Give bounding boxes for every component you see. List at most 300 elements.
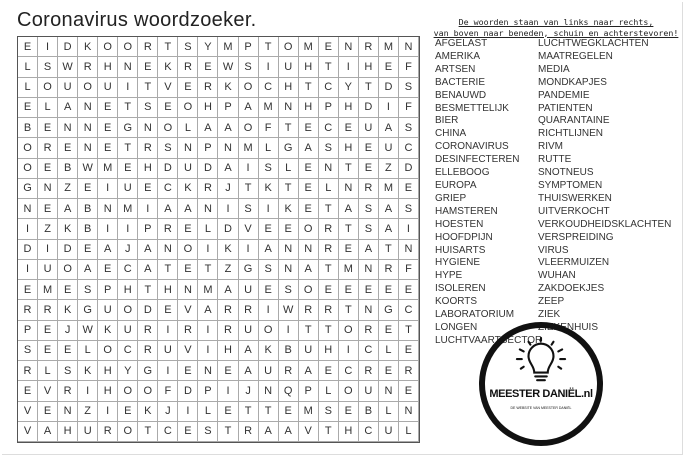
grid-cell[interactable]: A [138, 260, 158, 280]
grid-cell[interactable]: S [359, 219, 379, 239]
grid-cell[interactable]: L [178, 118, 198, 138]
grid-cell[interactable]: D [58, 240, 78, 260]
grid-cell[interactable]: A [299, 361, 319, 381]
grid-cell[interactable]: E [339, 240, 359, 260]
grid-cell[interactable]: T [138, 422, 158, 442]
grid-cell[interactable]: U [359, 118, 379, 138]
grid-cell[interactable]: I [259, 300, 279, 320]
grid-cell[interactable]: V [18, 402, 38, 422]
grid-cell[interactable]: Z [379, 159, 399, 179]
grid-cell[interactable]: R [319, 300, 339, 320]
grid-cell[interactable]: W [58, 57, 78, 77]
grid-cell[interactable]: R [138, 138, 158, 158]
grid-cell[interactable]: G [18, 179, 38, 199]
grid-cell[interactable]: E [359, 159, 379, 179]
grid-cell[interactable]: A [299, 138, 319, 158]
grid-cell[interactable]: E [18, 381, 38, 401]
grid-cell[interactable]: W [78, 159, 98, 179]
grid-cell[interactable]: R [359, 321, 379, 341]
grid-cell[interactable]: E [218, 402, 238, 422]
grid-cell[interactable]: N [399, 240, 419, 260]
grid-cell[interactable]: I [198, 341, 218, 361]
grid-cell[interactable]: O [138, 381, 158, 401]
grid-cell[interactable]: U [379, 138, 399, 158]
grid-cell[interactable]: N [379, 381, 399, 401]
grid-cell[interactable]: D [359, 98, 379, 118]
grid-cell[interactable]: S [239, 57, 259, 77]
grid-cell[interactable]: N [299, 240, 319, 260]
grid-cell[interactable]: R [319, 240, 339, 260]
grid-cell[interactable]: I [118, 219, 138, 239]
grid-cell[interactable]: E [359, 280, 379, 300]
grid-cell[interactable]: D [198, 159, 218, 179]
grid-cell[interactable]: E [78, 179, 98, 199]
grid-cell[interactable]: V [18, 422, 38, 442]
grid-cell[interactable]: P [319, 98, 339, 118]
grid-cell[interactable]: N [98, 199, 118, 219]
grid-cell[interactable]: C [319, 118, 339, 138]
grid-cell[interactable]: K [218, 240, 238, 260]
grid-cell[interactable]: V [38, 381, 58, 401]
grid-cell[interactable]: K [178, 179, 198, 199]
grid-cell[interactable]: A [78, 260, 98, 280]
grid-cell[interactable]: I [259, 57, 279, 77]
grid-cell[interactable]: L [198, 219, 218, 239]
grid-cell[interactable]: S [18, 341, 38, 361]
grid-cell[interactable]: T [319, 57, 339, 77]
grid-cell[interactable]: U [379, 422, 399, 442]
grid-cell[interactable]: W [78, 321, 98, 341]
grid-cell[interactable]: O [239, 78, 259, 98]
grid-cell[interactable]: R [78, 57, 98, 77]
grid-cell[interactable]: A [218, 280, 238, 300]
grid-cell[interactable]: Q [279, 381, 299, 401]
grid-cell[interactable]: E [118, 402, 138, 422]
grid-cell[interactable]: G [78, 300, 98, 320]
grid-cell[interactable]: W [279, 300, 299, 320]
grid-cell[interactable]: T [198, 260, 218, 280]
grid-cell[interactable]: H [339, 422, 359, 442]
grid-cell[interactable]: R [239, 422, 259, 442]
grid-cell[interactable]: E [178, 78, 198, 98]
grid-cell[interactable]: D [138, 300, 158, 320]
grid-cell[interactable]: A [379, 219, 399, 239]
grid-cell[interactable]: C [158, 179, 178, 199]
grid-cell[interactable]: C [339, 361, 359, 381]
grid-cell[interactable]: T [118, 98, 138, 118]
grid-cell[interactable]: R [98, 422, 118, 442]
grid-cell[interactable]: E [319, 37, 339, 57]
grid-cell[interactable]: R [178, 321, 198, 341]
grid-cell[interactable]: E [158, 98, 178, 118]
grid-cell[interactable]: R [379, 260, 399, 280]
grid-cell[interactable]: I [339, 341, 359, 361]
grid-cell[interactable]: L [78, 341, 98, 361]
grid-cell[interactable]: R [138, 321, 158, 341]
grid-cell[interactable]: O [339, 381, 359, 401]
grid-cell[interactable]: D [58, 37, 78, 57]
grid-cell[interactable]: L [259, 138, 279, 158]
grid-cell[interactable]: O [58, 260, 78, 280]
grid-cell[interactable]: V [299, 422, 319, 442]
grid-cell[interactable]: R [359, 37, 379, 57]
grid-cell[interactable]: B [78, 219, 98, 239]
grid-cell[interactable]: S [78, 280, 98, 300]
grid-cell[interactable]: I [198, 321, 218, 341]
grid-cell[interactable]: I [78, 381, 98, 401]
grid-cell[interactable]: H [98, 361, 118, 381]
grid-cell[interactable]: R [158, 219, 178, 239]
grid-cell[interactable]: A [218, 118, 238, 138]
grid-cell[interactable]: C [319, 78, 339, 98]
grid-cell[interactable]: N [58, 118, 78, 138]
grid-cell[interactable]: P [98, 280, 118, 300]
grid-cell[interactable]: T [158, 260, 178, 280]
grid-cell[interactable]: U [158, 341, 178, 361]
grid-cell[interactable]: T [239, 179, 259, 199]
grid-cell[interactable]: E [299, 179, 319, 199]
grid-cell[interactable]: T [299, 321, 319, 341]
grid-cell[interactable]: I [339, 57, 359, 77]
grid-cell[interactable]: I [38, 240, 58, 260]
grid-cell[interactable]: E [58, 280, 78, 300]
grid-cell[interactable]: E [259, 219, 279, 239]
grid-cell[interactable]: N [18, 199, 38, 219]
grid-cell[interactable]: O [259, 321, 279, 341]
grid-cell[interactable]: U [359, 381, 379, 401]
grid-cell[interactable]: E [118, 159, 138, 179]
grid-cell[interactable]: A [58, 98, 78, 118]
grid-cell[interactable]: L [319, 179, 339, 199]
grid-cell[interactable]: E [399, 179, 419, 199]
grid-cell[interactable]: P [218, 98, 238, 118]
grid-cell[interactable]: E [38, 341, 58, 361]
grid-cell[interactable]: L [18, 78, 38, 98]
grid-cell[interactable]: D [399, 159, 419, 179]
grid-cell[interactable]: A [138, 240, 158, 260]
grid-cell[interactable]: E [58, 341, 78, 361]
grid-cell[interactable]: E [98, 98, 118, 118]
grid-cell[interactable]: E [38, 321, 58, 341]
grid-cell[interactable]: R [38, 138, 58, 158]
grid-cell[interactable]: H [98, 381, 118, 401]
grid-cell[interactable]: T [138, 78, 158, 98]
grid-cell[interactable]: U [178, 159, 198, 179]
grid-cell[interactable]: E [299, 199, 319, 219]
grid-cell[interactable]: N [359, 260, 379, 280]
grid-cell[interactable]: T [259, 402, 279, 422]
grid-cell[interactable]: N [158, 240, 178, 260]
grid-cell[interactable]: Y [118, 361, 138, 381]
grid-cell[interactable]: G [118, 118, 138, 138]
grid-cell[interactable]: H [58, 422, 78, 442]
grid-cell[interactable]: N [198, 361, 218, 381]
grid-cell[interactable]: V [239, 219, 259, 239]
grid-cell[interactable]: I [98, 219, 118, 239]
grid-cell[interactable]: O [339, 321, 359, 341]
grid-cell[interactable]: T [399, 321, 419, 341]
grid-cell[interactable]: S [138, 98, 158, 118]
grid-cell[interactable]: S [399, 78, 419, 98]
grid-cell[interactable]: E [339, 280, 359, 300]
grid-cell[interactable]: O [98, 341, 118, 361]
grid-cell[interactable]: A [239, 341, 259, 361]
grid-cell[interactable]: P [299, 381, 319, 401]
grid-cell[interactable]: S [259, 159, 279, 179]
grid-cell[interactable]: I [18, 219, 38, 239]
grid-cell[interactable]: F [399, 260, 419, 280]
grid-cell[interactable]: E [18, 280, 38, 300]
grid-cell[interactable]: M [218, 37, 238, 57]
grid-cell[interactable]: F [259, 118, 279, 138]
grid-cell[interactable]: T [158, 37, 178, 57]
grid-cell[interactable]: I [239, 240, 259, 260]
grid-cell[interactable]: R [18, 361, 38, 381]
grid-cell[interactable]: I [379, 98, 399, 118]
grid-cell[interactable]: T [239, 402, 259, 422]
grid-cell[interactable]: L [379, 341, 399, 361]
grid-cell[interactable]: A [98, 240, 118, 260]
grid-cell[interactable]: A [239, 98, 259, 118]
grid-cell[interactable]: T [379, 240, 399, 260]
grid-cell[interactable]: H [98, 57, 118, 77]
grid-cell[interactable]: I [158, 361, 178, 381]
grid-cell[interactable]: N [78, 138, 98, 158]
grid-cell[interactable]: C [259, 78, 279, 98]
grid-cell[interactable]: O [158, 118, 178, 138]
grid-cell[interactable]: Z [58, 179, 78, 199]
grid-cell[interactable]: H [138, 159, 158, 179]
grid-cell[interactable]: A [198, 118, 218, 138]
grid-cell[interactable]: E [178, 422, 198, 442]
grid-cell[interactable]: R [178, 57, 198, 77]
grid-cell[interactable]: T [138, 280, 158, 300]
grid-cell[interactable]: S [239, 199, 259, 219]
grid-cell[interactable]: P [18, 321, 38, 341]
grid-cell[interactable]: E [359, 138, 379, 158]
grid-cell[interactable]: E [379, 361, 399, 381]
grid-cell[interactable]: B [359, 402, 379, 422]
grid-cell[interactable]: C [399, 300, 419, 320]
grid-cell[interactable]: E [98, 138, 118, 158]
grid-cell[interactable]: E [218, 361, 238, 381]
grid-cell[interactable]: N [279, 98, 299, 118]
grid-cell[interactable]: L [319, 381, 339, 401]
grid-cell[interactable]: N [359, 300, 379, 320]
grid-cell[interactable]: R [198, 78, 218, 98]
grid-cell[interactable]: R [359, 179, 379, 199]
grid-cell[interactable]: I [259, 199, 279, 219]
grid-cell[interactable]: I [158, 321, 178, 341]
grid-cell[interactable]: K [98, 321, 118, 341]
grid-cell[interactable]: N [78, 98, 98, 118]
grid-cell[interactable]: P [239, 37, 259, 57]
grid-cell[interactable]: E [399, 341, 419, 361]
grid-cell[interactable]: N [178, 138, 198, 158]
grid-cell[interactable]: U [259, 361, 279, 381]
grid-cell[interactable]: I [399, 219, 419, 239]
grid-cell[interactable]: Y [339, 78, 359, 98]
grid-cell[interactable]: N [138, 118, 158, 138]
grid-cell[interactable]: A [379, 199, 399, 219]
grid-cell[interactable]: D [158, 159, 178, 179]
grid-cell[interactable]: Z [218, 260, 238, 280]
grid-cell[interactable]: R [279, 361, 299, 381]
grid-cell[interactable]: J [58, 321, 78, 341]
grid-cell[interactable]: O [118, 37, 138, 57]
grid-cell[interactable]: B [279, 341, 299, 361]
grid-cell[interactable]: I [279, 321, 299, 341]
grid-cell[interactable]: J [118, 240, 138, 260]
grid-cell[interactable]: K [78, 37, 98, 57]
grid-cell[interactable]: U [98, 78, 118, 98]
grid-cell[interactable]: S [319, 138, 339, 158]
grid-cell[interactable]: N [198, 199, 218, 219]
grid-cell[interactable]: N [339, 37, 359, 57]
grid-cell[interactable]: G [239, 260, 259, 280]
grid-cell[interactable]: T [319, 199, 339, 219]
grid-cell[interactable]: U [38, 260, 58, 280]
grid-cell[interactable]: M [299, 402, 319, 422]
grid-cell[interactable]: N [399, 37, 419, 57]
grid-cell[interactable]: D [218, 219, 238, 239]
grid-cell[interactable]: L [399, 422, 419, 442]
grid-cell[interactable]: H [339, 98, 359, 118]
grid-cell[interactable]: C [118, 260, 138, 280]
grid-cell[interactable]: S [198, 422, 218, 442]
grid-cell[interactable]: A [58, 199, 78, 219]
grid-cell[interactable]: S [399, 199, 419, 219]
grid-cell[interactable]: N [319, 159, 339, 179]
grid-cell[interactable]: T [339, 159, 359, 179]
grid-cell[interactable]: P [198, 138, 218, 158]
grid-cell[interactable]: R [239, 300, 259, 320]
grid-cell[interactable]: V [178, 300, 198, 320]
grid-cell[interactable]: H [299, 57, 319, 77]
grid-cell[interactable]: I [218, 381, 238, 401]
grid-cell[interactable]: L [279, 159, 299, 179]
grid-cell[interactable]: O [299, 280, 319, 300]
grid-cell[interactable]: E [198, 57, 218, 77]
grid-cell[interactable]: N [58, 402, 78, 422]
grid-cell[interactable]: E [379, 280, 399, 300]
grid-cell[interactable]: H [359, 57, 379, 77]
grid-cell[interactable]: S [178, 37, 198, 57]
grid-cell[interactable]: K [259, 179, 279, 199]
grid-cell[interactable]: Z [38, 219, 58, 239]
grid-cell[interactable]: S [399, 118, 419, 138]
grid-cell[interactable]: U [299, 341, 319, 361]
grid-cell[interactable]: E [339, 402, 359, 422]
grid-cell[interactable]: H [118, 280, 138, 300]
grid-cell[interactable]: E [38, 402, 58, 422]
grid-cell[interactable]: E [259, 280, 279, 300]
grid-cell[interactable]: I [98, 179, 118, 199]
grid-cell[interactable]: N [38, 179, 58, 199]
grid-cell[interactable]: H [198, 98, 218, 118]
grid-cell[interactable]: M [299, 37, 319, 57]
grid-cell[interactable]: R [319, 219, 339, 239]
grid-cell[interactable]: J [218, 179, 238, 199]
grid-cell[interactable]: O [178, 240, 198, 260]
grid-cell[interactable]: S [58, 361, 78, 381]
grid-cell[interactable]: G [379, 300, 399, 320]
grid-cell[interactable]: C [359, 341, 379, 361]
grid-cell[interactable]: E [178, 219, 198, 239]
grid-cell[interactable]: A [299, 260, 319, 280]
grid-cell[interactable]: K [279, 199, 299, 219]
grid-cell[interactable]: R [58, 381, 78, 401]
grid-cell[interactable]: K [138, 402, 158, 422]
grid-cell[interactable]: O [38, 78, 58, 98]
grid-cell[interactable]: A [239, 361, 259, 381]
grid-cell[interactable]: M [339, 260, 359, 280]
grid-cell[interactable]: T [319, 422, 339, 442]
grid-cell[interactable]: N [399, 402, 419, 422]
grid-cell[interactable]: O [279, 37, 299, 57]
grid-cell[interactable]: F [399, 57, 419, 77]
grid-cell[interactable]: T [218, 422, 238, 442]
grid-cell[interactable]: K [259, 341, 279, 361]
grid-cell[interactable]: E [319, 361, 339, 381]
grid-cell[interactable]: D [18, 240, 38, 260]
grid-cell[interactable]: M [379, 179, 399, 199]
grid-cell[interactable]: E [399, 381, 419, 401]
grid-cell[interactable]: L [379, 402, 399, 422]
grid-cell[interactable]: K [78, 361, 98, 381]
grid-cell[interactable]: A [198, 300, 218, 320]
grid-cell[interactable]: A [38, 422, 58, 442]
grid-cell[interactable]: L [38, 361, 58, 381]
grid-cell[interactable]: A [259, 240, 279, 260]
grid-cell[interactable]: E [38, 118, 58, 138]
grid-cell[interactable]: E [38, 199, 58, 219]
grid-cell[interactable]: T [339, 300, 359, 320]
grid-cell[interactable]: U [118, 179, 138, 199]
grid-cell[interactable]: R [218, 300, 238, 320]
grid-cell[interactable]: M [98, 159, 118, 179]
grid-cell[interactable]: V [158, 78, 178, 98]
grid-cell[interactable]: R [359, 361, 379, 381]
grid-cell[interactable]: E [279, 219, 299, 239]
grid-cell[interactable]: T [359, 78, 379, 98]
grid-cell[interactable]: N [279, 240, 299, 260]
grid-cell[interactable]: A [279, 422, 299, 442]
grid-cell[interactable]: E [299, 159, 319, 179]
grid-cell[interactable]: U [58, 78, 78, 98]
grid-cell[interactable]: E [38, 159, 58, 179]
grid-cell[interactable]: E [379, 321, 399, 341]
grid-cell[interactable]: C [399, 138, 419, 158]
grid-cell[interactable]: C [118, 341, 138, 361]
grid-cell[interactable]: A [178, 199, 198, 219]
grid-cell[interactable]: I [118, 78, 138, 98]
grid-cell[interactable]: P [198, 381, 218, 401]
grid-cell[interactable]: I [138, 199, 158, 219]
grid-cell[interactable]: E [138, 57, 158, 77]
grid-cell[interactable]: M [259, 98, 279, 118]
grid-cell[interactable]: T [279, 179, 299, 199]
grid-cell[interactable]: G [138, 361, 158, 381]
grid-cell[interactable]: U [98, 300, 118, 320]
grid-cell[interactable]: R [299, 300, 319, 320]
grid-cell[interactable]: T [279, 118, 299, 138]
grid-cell[interactable]: L [18, 57, 38, 77]
grid-cell[interactable]: O [118, 300, 138, 320]
grid-cell[interactable]: N [78, 118, 98, 138]
grid-cell[interactable]: O [98, 37, 118, 57]
grid-cell[interactable]: D [379, 78, 399, 98]
